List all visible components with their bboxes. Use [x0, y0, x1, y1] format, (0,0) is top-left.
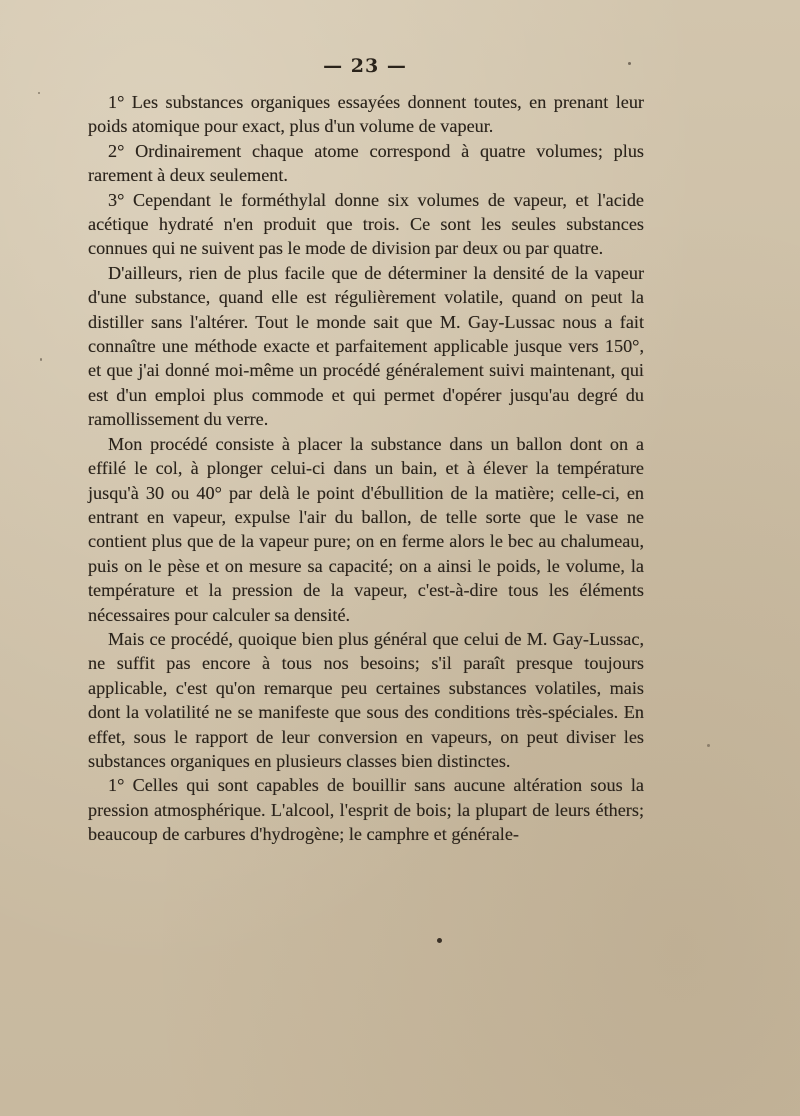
ink-speck [38, 92, 40, 94]
paragraph-4: D'ailleurs, rien de plus facile que de déterminer la densité de la vapeur d'une substance, quand elle est régulièrement volatile, quand on peut la distiller sans l'altérer. Tout le monde sait que M. Gay-Lussac nous a fait connaître une méthode exacte et parfaitement applicable jusque vers 150°, et que j'ai donné moi-même un procédé généralement suivi maintenant, qui est d'un emploi plus commode et qui permet d'opérer jusqu'au degré du ramollissement du verre. [88, 262, 644, 430]
paragraph-2: 2° Ordinairement chaque atome correspond à quatre volumes; plus rarement à deux seulement. [88, 140, 644, 186]
page-number: — 23 — [323, 55, 407, 77]
ink-speck [707, 744, 710, 747]
ink-speck [437, 938, 442, 943]
paragraph-3: 3° Cependant le forméthylal donne six volumes de vapeur, et l'acide acétique hydraté n'en produit que trois. Ce sont les seules substances connues qui ne suivent pas le mode de division par deux ou par quatre. [88, 189, 644, 259]
ink-speck [628, 62, 631, 65]
body-text [88, 90, 644, 847]
paragraph-6: Mais ce procédé, quoique bien plus général que celui de M. Gay-Lussac, ne suffit pas encore à tous nos besoins; s'il paraît presque toujours applicable, c'est qu'on remarque peu certaines substances volatiles, mais dont la volatilité ne se manifeste que sous des conditions très-spéciales. En effet, sous le rapport de leur conversion en vapeurs, on peut diviser les substances organiques en plusieurs classes bien distinctes. [88, 628, 644, 771]
paragraph-5: Mon procédé consiste à placer la substance dans un ballon dont on a effilé le col, à plonger celui-ci dans un bain, et à élever la température jusqu'à 30 ou 40° par delà le point d'ébullition de la matière; celle-ci, en entrant en vapeur, expulse l'air du ballon, de telle sorte que le vase ne contient plus que de la vapeur pure; on en ferme alors le bec au chalumeau, puis on le pèse et on mesure sa capacité; on a ainsi le poids, le volume, la température et la pression de la vapeur, c'est-à-dire tous les éléments nécessaires pour calculer sa densité. [88, 433, 644, 625]
paragraph-1: 1° Les substances organiques essayées donnent toutes, en prenant leur poids atomique pour exact, plus d'un volume de vapeur. [88, 92, 644, 137]
ink-speck [40, 358, 42, 361]
paragraph-7: 1° Celles qui sont capables de bouillir sans aucune altération sous la pression atmosphérique. L'alcool, l'esprit de bois; la plupart de leurs éthers; beaucoup de carbures d'hydrogène; le camphre et générale- [88, 775, 644, 845]
